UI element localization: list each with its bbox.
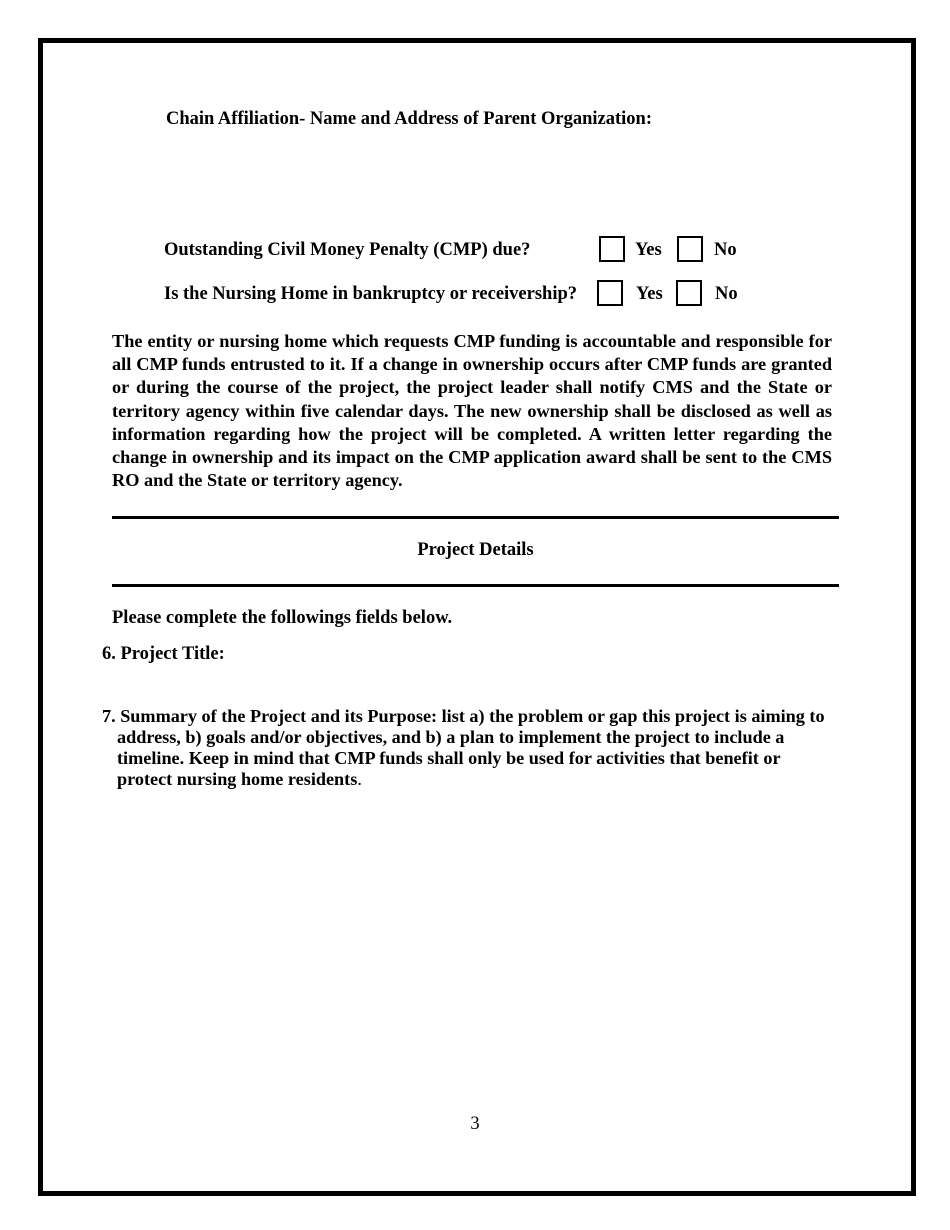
project-summary-number: 7.	[102, 706, 116, 726]
bankruptcy-no-checkbox[interactable]	[676, 280, 702, 306]
bankruptcy-no-label: No	[715, 284, 738, 304]
section-divider-top	[112, 516, 839, 519]
project-summary-field	[102, 706, 832, 790]
bankruptcy-yes-checkbox[interactable]	[597, 280, 623, 306]
accountability-paragraph: The entity or nursing home which requests CMP funding is accountable and responsible for all CMP funds entrusted to it. If a change in ownership occurs after CMP funds are granted or during the course of the project, the project leader shall notify CMS and the State or territory agency within five calendar days. The new ownership shall be disclosed as well as information regarding how the project will be completed. A written letter regarding the change in ownership and its impact on the CMP application award shall be sent to the CMS RO and the State or territory agency.	[112, 331, 832, 491]
project-summary-label: Summary of the Project and its Purpose: list a) the problem or gap this project is aiming to address, b) goals and/or objectives, and b) a plan to implement the project to include a timeline. Keep in mind that CMP funds shall only be used for activities that benefit or protect nursing home residents	[117, 706, 825, 789]
bankruptcy-yes-label: Yes	[636, 284, 663, 304]
cmp-due-no-checkbox[interactable]	[677, 236, 703, 262]
instructions-text: Please complete the followings fields below.	[112, 608, 453, 628]
cmp-due-no-label: No	[714, 240, 737, 260]
cmp-due-question-label: Outstanding Civil Money Penalty (CMP) due?	[164, 240, 531, 260]
cmp-due-yes-checkbox[interactable]	[599, 236, 625, 262]
bankruptcy-question-row	[164, 280, 804, 310]
section-divider-bottom	[112, 584, 839, 587]
bankruptcy-question-label: Is the Nursing Home in bankruptcy or receivership?	[164, 284, 578, 304]
cmp-due-question-row	[164, 236, 804, 266]
chain-affiliation-label: Chain Affiliation- Name and Address of Parent Organization:	[166, 109, 652, 129]
project-summary-trailing: .	[357, 769, 362, 789]
project-title-label: 6. Project Title:	[102, 644, 225, 664]
cmp-due-yes-label: Yes	[635, 240, 662, 260]
page-number: 3	[470, 1114, 480, 1134]
section-title: Project Details	[417, 540, 534, 560]
